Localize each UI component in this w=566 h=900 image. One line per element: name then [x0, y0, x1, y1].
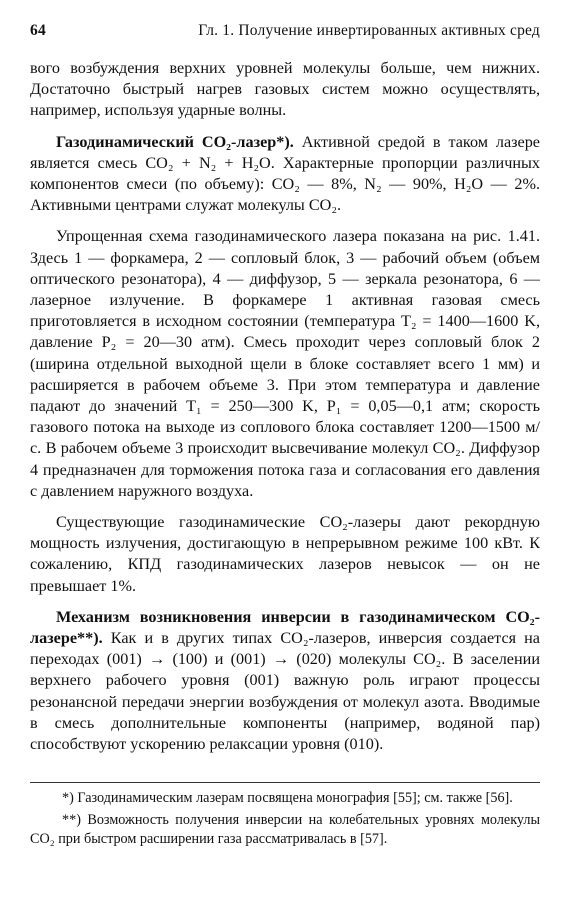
paragraph-text: Упрощенная схема газодинамического лазера показана на рис. 1.41. Здесь 1 — форкамера, 2 — сопловый блок, 3 — рабочий объем (объем оптического резонатора), 4 — диффузор, 5 — зеркала резонатора, 6 — лазерное излучение. В форкамере 1 активная газовая смесь приготовляется в исходном состоянии (температура T₂ = 1400—1600 K, давление P₂ = 20—30 атм). Смесь проходит через сопловый блок 2 (ширина отдельной выходной щели в блоке составляет всего 1 мм) и расширяется в рабочем объеме 3. При этом температура и давление падают до значений T₁ = 250—300 K, P₁ = 0,05—0,1 атм; скорость газового потока на выходе из соплового блока составляет 1200—1500 м/с. В рабочем объеме 3 происходит высвечивание молекул CO₂. Диффузор 4 предназначен для торможения потока газа и согласования его давления с давлением наружного воздуха. [30, 227, 540, 500]
main-text [30, 58, 540, 765]
paragraph-scheme [30, 226, 540, 502]
paragraph-text: Как и в других типах CO₂-лазеров, инверсия создается на переходах (001) → (100) и (001) → (020) молекулы CO₂. В заселении верхнего рабочего уровня (001) важную роль играют процессы резонансной передачи энергии возбуждения от молекул азота. Вводимые в смесь дополнительные компоненты (например, водяной пар) способствуют ускорению релаксации уровня (010). [30, 629, 540, 754]
page-number: 64 [30, 22, 46, 39]
running-header [30, 22, 540, 40]
paragraph-text: Активной средой в таком лазере является смесь CO₂ + N₂ + H₂O. Характерные пропорции различных компонентов смеси (по объему): CO₂ — 8%, N₂ — 90%, H₂O — 2%. Активными центрами служат молекулы CO₂. [30, 132, 540, 215]
running-title: Гл. 1. Получение инвертированных активных сред [198, 22, 540, 39]
paragraph-continuation [30, 58, 540, 122]
section-heading: Газодинамический CO₂-лазер*). [56, 132, 294, 151]
paragraph-text: Существующие газодинамические CO₂-лазеры дают рекордную мощность излучения, достигающую в непрерывном режиме 100 кВт. К сожалению, КПД газодинамических лазеров невысок — он не превышает 1%. [30, 513, 540, 595]
footnotes [30, 782, 540, 852]
footnote: **) Возможность получения инверсии на колебательных уровнях молекулы CO₂ при быстром расширении газа рассматривалась в [57]. [30, 811, 540, 847]
paragraph-gasdynamic-laser [30, 132, 540, 217]
paragraph-inversion-mechanism [30, 607, 540, 755]
paragraph-text: вого возбуждения верхних уровней молекулы больше, чем нижних. Достаточно быстрый нагрев газовых систем можно осуществлять, например, используя ударные волны. [30, 59, 540, 120]
footnote: *) Газодинамическим лазерам посвящена монография [55]; см. также [56]. [62, 790, 513, 806]
section-heading: Механизм возникновения инверсии в газодинамическом CO₂-лазере**). [30, 607, 540, 648]
paragraph-power [30, 512, 540, 597]
